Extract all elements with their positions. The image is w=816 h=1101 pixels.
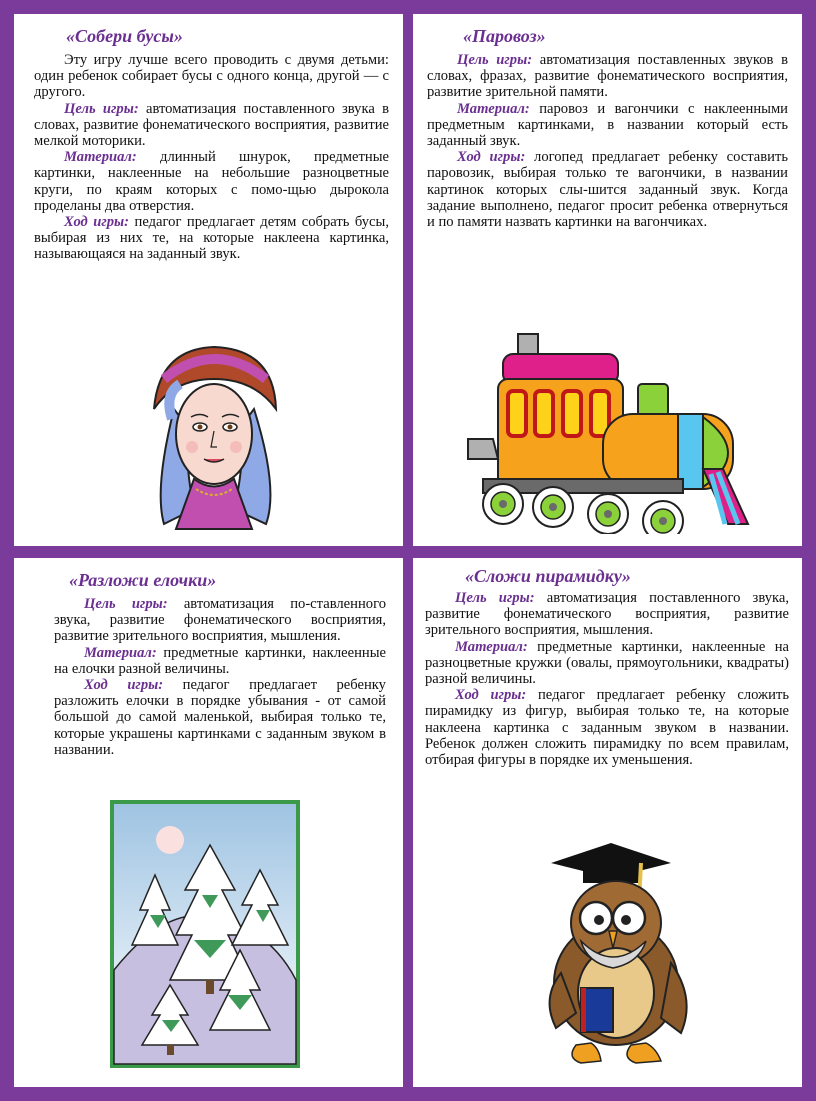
- card-title: «Разложи елочки»: [69, 570, 217, 590]
- material-paragraph: [427, 101, 788, 150]
- game-card-fir-trees: [14, 558, 403, 1087]
- course-label: Ход игры:: [457, 149, 526, 166]
- course-paragraph: [425, 687, 789, 768]
- girl-illustration: [134, 339, 294, 539]
- card-title: «Собери бусы»: [66, 26, 183, 46]
- owl-illustration: [521, 823, 701, 1068]
- course-text: педагог предлагает ребенку разложить елочки в порядке убывания - от самой большой до самой маленькой, выбирая только те, которые украшены картинками с заданным звуком в названии.: [54, 677, 386, 758]
- game-card-pyramid: [413, 558, 802, 1087]
- card-text: [427, 52, 788, 230]
- goal-label: Цель игры:: [455, 590, 535, 606]
- card-title: «Сложи пирамидку»: [465, 566, 631, 586]
- train-illustration: [463, 309, 763, 534]
- goal-text: автоматизация по-ставленного звука, развитие фонематического восприятия, развитие зрительного восприятия, мышления.: [54, 596, 386, 645]
- card-text: [54, 596, 386, 758]
- material-label: Материал:: [64, 149, 137, 166]
- material-text: предметные картинки, наклеенные на елочки разной величины.: [54, 644, 386, 677]
- course-text: педагог предлагает ребенку сложить пирамидку из фигур, выбирая только те, на которые наклеена картинка с заданным звуком в названии. Ребенок должен сложить пирамидку по всем правилам, отбирая фигуры в порядке их уменьшения.: [425, 687, 789, 769]
- material-text: предметные картинки, наклеенные на разноцветные кружки (овалы, прямоугольники, квадраты) разной величины.: [425, 638, 789, 688]
- course-label: Ход игры:: [64, 214, 130, 231]
- game-card-beads: [14, 14, 403, 546]
- goal-text: автоматизация поставленных звуков в словах, фразах, развитие фонематического восприятия, развитие зрительной памяти.: [427, 52, 788, 101]
- course-paragraph: [427, 149, 788, 230]
- goal-text: автоматизация поставленного звука в словах, развитие фонематического восприятия, развитие мелкой моторики.: [34, 100, 389, 150]
- goal-label: Цель игры:: [64, 100, 139, 117]
- course-text: логопед предлагает ребенку составить паровозик, выбирая только те вагончики, в названии картинок которых слы-шится заданный звук. Когда задание выполнено, педагог просит ребенка отвернуться и по памяти назвать картинки на вагончиках.: [427, 149, 788, 231]
- goal-paragraph: [54, 596, 386, 645]
- course-text: педагог предлагает детям собрать бусы, выбирая из них те, на которые наклеена картинка, называющаяся на заданный звук.: [34, 214, 389, 263]
- winter-forest-illustration: [110, 800, 300, 1068]
- card-text: [425, 590, 789, 768]
- material-paragraph: [425, 639, 789, 688]
- goal-paragraph: [425, 590, 789, 639]
- goal-label: Цель игры:: [84, 596, 168, 612]
- goal-label: Цель игры:: [457, 52, 533, 68]
- card-text: [34, 52, 389, 263]
- material-text: длинный шнурок, предметные картинки, наклеенные на небольшие разноцветные круги, по краям которых с помо-щью дырокола проделаны два отверстия.: [34, 149, 389, 214]
- material-text: паровоз и вагончики с наклеенными предметным картинками, в названии который есть заданный звук.: [427, 100, 788, 150]
- goal-paragraph: [427, 52, 788, 101]
- material-label: Материал:: [457, 100, 530, 117]
- goal-paragraph: [34, 101, 389, 150]
- course-label: Ход игры:: [455, 687, 527, 704]
- course-paragraph: [34, 214, 389, 263]
- intro-paragraph: Эту игру лучше всего проводить с двумя детьми: один ребенок собирает бусы с одного конца, другой — с другого.: [34, 52, 389, 101]
- material-paragraph: [34, 149, 389, 214]
- material-label: Материал:: [455, 638, 528, 655]
- course-paragraph: [54, 677, 386, 758]
- course-label: Ход игры:: [84, 677, 164, 694]
- game-card-train: [413, 14, 802, 546]
- material-paragraph: [54, 645, 386, 677]
- goal-text: автоматизация поставленного звука, развитие фонематического восприятия, развитие зрительного восприятия, мышления.: [425, 590, 789, 639]
- material-label: Материал:: [84, 644, 157, 661]
- card-title: «Паровоз»: [463, 26, 546, 46]
